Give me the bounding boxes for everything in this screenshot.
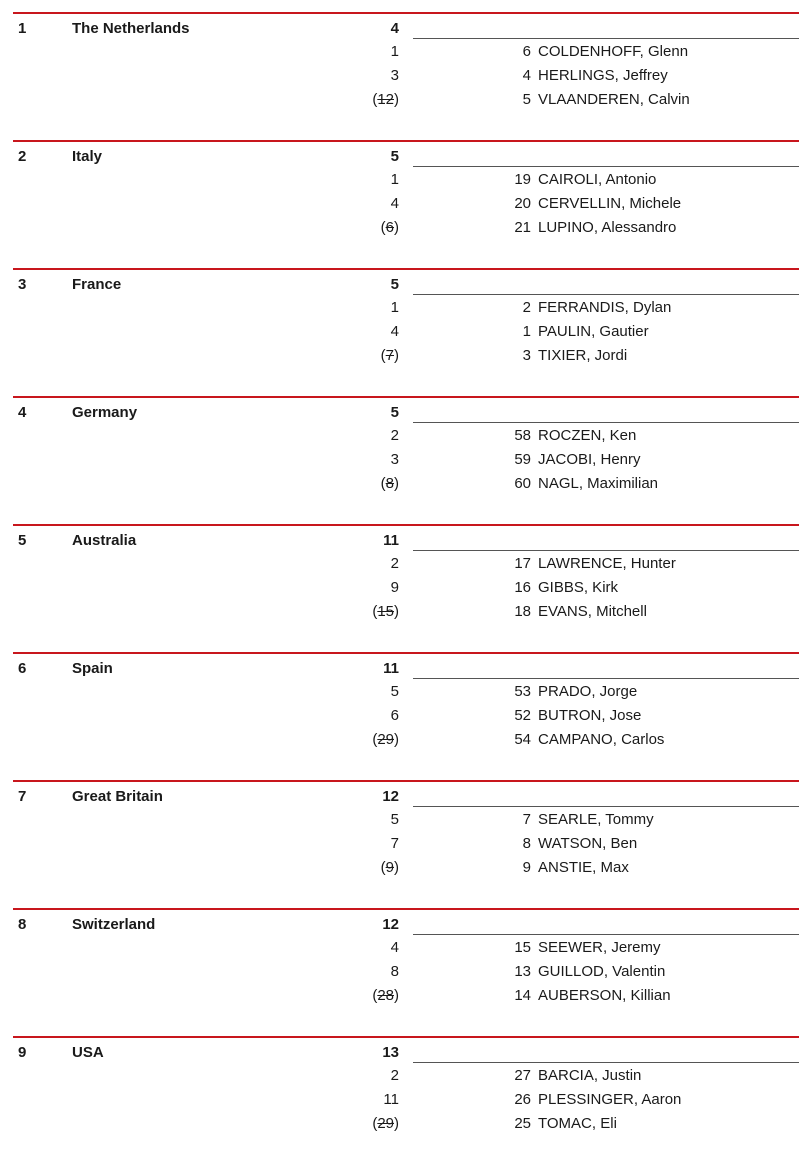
team-block bbox=[0, 652, 799, 780]
rider-row bbox=[0, 64, 799, 88]
rider-name: GUILLOD, Valentin bbox=[538, 963, 666, 980]
rider-row bbox=[0, 984, 799, 1008]
rider-result: 4 bbox=[390, 323, 399, 340]
rider-number: 53 bbox=[514, 683, 531, 700]
team-block bbox=[0, 140, 799, 268]
rider-number: 52 bbox=[514, 707, 531, 724]
team-divider bbox=[13, 524, 799, 526]
rider-number: 21 bbox=[514, 219, 531, 236]
rider-result: 8 bbox=[390, 963, 399, 980]
rider-dropped-result: (9) bbox=[380, 859, 399, 876]
team-score: 12 bbox=[382, 916, 399, 933]
team-divider bbox=[13, 780, 799, 782]
rider-result: 7 bbox=[390, 835, 399, 852]
rider-name: CAIROLI, Antonio bbox=[538, 171, 657, 188]
rider-dropped-result: (15) bbox=[372, 603, 399, 620]
rider-number: 58 bbox=[514, 427, 531, 444]
team-score: 5 bbox=[390, 276, 399, 293]
rider-result: 1 bbox=[390, 171, 399, 188]
team-score: 5 bbox=[390, 148, 399, 165]
rider-name: NAGL, Maximilian bbox=[538, 475, 659, 492]
rider-name: HERLINGS, Jeffrey bbox=[538, 67, 668, 84]
team-name: USA bbox=[72, 1044, 104, 1061]
rider-result: 9 bbox=[390, 579, 399, 596]
rider-row bbox=[0, 832, 799, 856]
dropped-score-value: 28 bbox=[377, 987, 394, 1004]
rider-dropped-result: (12) bbox=[372, 91, 399, 108]
rider-row bbox=[0, 344, 799, 368]
rider-row bbox=[0, 472, 799, 496]
rider-number: 18 bbox=[514, 603, 531, 620]
rider-row bbox=[0, 216, 799, 240]
team-position: 6 bbox=[18, 660, 27, 677]
team-underline bbox=[413, 166, 799, 167]
team-score: 13 bbox=[382, 1044, 399, 1061]
rider-number: 6 bbox=[522, 43, 531, 60]
rider-row bbox=[0, 680, 799, 704]
rider-result: 1 bbox=[390, 299, 399, 316]
rider-name: ANSTIE, Max bbox=[538, 859, 629, 876]
team-block bbox=[0, 524, 799, 652]
rider-name: CERVELLIN, Michele bbox=[538, 195, 682, 212]
team-position: 7 bbox=[18, 788, 27, 805]
rider-result: 1 bbox=[390, 43, 399, 60]
rider-result: 5 bbox=[390, 811, 399, 828]
rider-name: WATSON, Ben bbox=[538, 835, 638, 852]
rider-result: 4 bbox=[390, 195, 399, 212]
team-position: 8 bbox=[18, 916, 27, 933]
rider-row bbox=[0, 728, 799, 752]
rider-dropped-result: (29) bbox=[372, 1115, 399, 1132]
rider-name: PAULIN, Gautier bbox=[538, 323, 649, 340]
rider-number: 2 bbox=[522, 299, 531, 316]
dropped-score-value: 6 bbox=[385, 219, 394, 236]
team-position: 1 bbox=[18, 20, 27, 37]
rider-row bbox=[0, 296, 799, 320]
rider-name: TIXIER, Jordi bbox=[538, 347, 628, 364]
rider-row bbox=[0, 1088, 799, 1112]
rider-row bbox=[0, 448, 799, 472]
rider-name: BUTRON, Jose bbox=[538, 707, 642, 724]
rider-row bbox=[0, 576, 799, 600]
team-underline bbox=[413, 678, 799, 679]
team-block bbox=[0, 908, 799, 1036]
rider-number: 19 bbox=[514, 171, 531, 188]
rider-result: 2 bbox=[390, 1067, 399, 1084]
team-score: 11 bbox=[383, 532, 399, 549]
rider-row bbox=[0, 600, 799, 624]
rider-name: EVANS, Mitchell bbox=[538, 603, 647, 620]
team-divider bbox=[13, 12, 799, 14]
rider-dropped-result: (8) bbox=[380, 475, 399, 492]
rider-number: 54 bbox=[514, 731, 531, 748]
rider-row bbox=[0, 552, 799, 576]
rider-dropped-result: (29) bbox=[372, 731, 399, 748]
rider-name: LAWRENCE, Hunter bbox=[538, 555, 676, 572]
dropped-score-value: 12 bbox=[377, 91, 394, 108]
rider-row bbox=[0, 192, 799, 216]
team-divider bbox=[13, 268, 799, 270]
team-name: Germany bbox=[72, 404, 138, 421]
dropped-score-value: 29 bbox=[377, 1115, 394, 1132]
team-block bbox=[0, 268, 799, 396]
rider-name: CAMPANO, Carlos bbox=[538, 731, 665, 748]
team-divider bbox=[13, 908, 799, 910]
rider-name: TOMAC, Eli bbox=[538, 1115, 617, 1132]
rider-number: 1 bbox=[522, 323, 531, 340]
rider-name: SEARLE, Tommy bbox=[538, 811, 654, 828]
team-score: 4 bbox=[390, 20, 399, 37]
team-position: 2 bbox=[18, 148, 27, 165]
rider-row bbox=[0, 704, 799, 728]
team-underline bbox=[413, 934, 799, 935]
team-score: 11 bbox=[383, 660, 399, 677]
rider-number: 4 bbox=[522, 67, 531, 84]
rider-number: 3 bbox=[522, 347, 531, 364]
rider-number: 5 bbox=[522, 91, 531, 108]
dropped-score-value: 15 bbox=[377, 603, 394, 620]
rider-number: 14 bbox=[514, 987, 531, 1004]
dropped-score-value: 7 bbox=[385, 347, 394, 364]
team-divider bbox=[13, 652, 799, 654]
team-divider bbox=[13, 140, 799, 142]
team-score: 12 bbox=[382, 788, 399, 805]
rider-name: FERRANDIS, Dylan bbox=[538, 299, 672, 316]
rider-row bbox=[0, 40, 799, 64]
dropped-score-value: 9 bbox=[385, 859, 394, 876]
rider-number: 25 bbox=[514, 1115, 531, 1132]
rider-result: 5 bbox=[390, 683, 399, 700]
team-name: Australia bbox=[72, 532, 137, 549]
rider-number: 9 bbox=[522, 859, 531, 876]
rider-number: 16 bbox=[514, 579, 531, 596]
rider-name: BARCIA, Justin bbox=[538, 1067, 642, 1084]
dropped-score-value: 8 bbox=[385, 475, 394, 492]
team-underline bbox=[413, 38, 799, 39]
rider-name: SEEWER, Jeremy bbox=[538, 939, 661, 956]
rider-name: ROCZEN, Ken bbox=[538, 427, 637, 444]
team-name: The Netherlands bbox=[72, 20, 190, 37]
rider-number: 59 bbox=[514, 451, 531, 468]
rider-row bbox=[0, 168, 799, 192]
rider-dropped-result: (7) bbox=[380, 347, 399, 364]
team-position: 3 bbox=[18, 276, 27, 293]
team-underline bbox=[413, 1062, 799, 1063]
rider-number: 8 bbox=[522, 835, 531, 852]
rider-number: 60 bbox=[514, 475, 531, 492]
rider-result: 2 bbox=[390, 427, 399, 444]
team-score: 5 bbox=[390, 404, 399, 421]
rider-row bbox=[0, 856, 799, 880]
team-block bbox=[0, 396, 799, 524]
team-underline bbox=[413, 550, 799, 551]
rider-name: AUBERSON, Killian bbox=[538, 987, 671, 1004]
rider-name: GIBBS, Kirk bbox=[538, 579, 619, 596]
rider-number: 26 bbox=[514, 1091, 531, 1108]
team-position: 4 bbox=[18, 404, 27, 421]
rider-row bbox=[0, 808, 799, 832]
team-name: France bbox=[72, 276, 122, 293]
team-divider bbox=[13, 396, 799, 398]
team-block bbox=[0, 12, 799, 140]
rider-name: PRADO, Jorge bbox=[538, 683, 638, 700]
rider-result: 3 bbox=[390, 451, 399, 468]
team-name: Italy bbox=[72, 148, 103, 165]
team-block bbox=[0, 780, 799, 908]
rider-result: 11 bbox=[383, 1091, 399, 1108]
rider-result: 4 bbox=[390, 939, 399, 956]
team-position: 5 bbox=[18, 532, 27, 549]
rider-name: VLAANDEREN, Calvin bbox=[538, 91, 690, 108]
rider-row bbox=[0, 88, 799, 112]
rider-name: LUPINO, Alessandro bbox=[538, 219, 677, 236]
rider-number: 20 bbox=[514, 195, 531, 212]
rider-name: COLDENHOFF, Glenn bbox=[538, 43, 689, 60]
rider-result: 2 bbox=[390, 555, 399, 572]
rider-row bbox=[0, 424, 799, 448]
team-position: 9 bbox=[18, 1044, 27, 1061]
team-block bbox=[0, 1036, 799, 1164]
rider-number: 7 bbox=[522, 811, 531, 828]
team-underline bbox=[413, 806, 799, 807]
rider-row bbox=[0, 1112, 799, 1136]
rider-row bbox=[0, 320, 799, 344]
rider-result: 6 bbox=[390, 707, 399, 724]
rider-name: JACOBI, Henry bbox=[538, 451, 641, 468]
rider-dropped-result: (6) bbox=[380, 219, 399, 236]
dropped-score-value: 29 bbox=[377, 731, 394, 748]
team-name: Great Britain bbox=[72, 788, 163, 805]
rider-result: 3 bbox=[390, 67, 399, 84]
rider-dropped-result: (28) bbox=[372, 987, 399, 1004]
rider-number: 27 bbox=[514, 1067, 531, 1084]
rider-number: 13 bbox=[514, 963, 531, 980]
team-underline bbox=[413, 294, 799, 295]
team-divider bbox=[13, 1036, 799, 1038]
rider-number: 15 bbox=[514, 939, 531, 956]
rider-number: 17 bbox=[514, 555, 531, 572]
rider-row bbox=[0, 936, 799, 960]
team-name: Spain bbox=[72, 660, 113, 677]
rider-row bbox=[0, 960, 799, 984]
rider-row bbox=[0, 1064, 799, 1088]
rider-name: PLESSINGER, Aaron bbox=[538, 1091, 682, 1108]
team-name: Switzerland bbox=[72, 916, 156, 933]
team-underline bbox=[413, 422, 799, 423]
